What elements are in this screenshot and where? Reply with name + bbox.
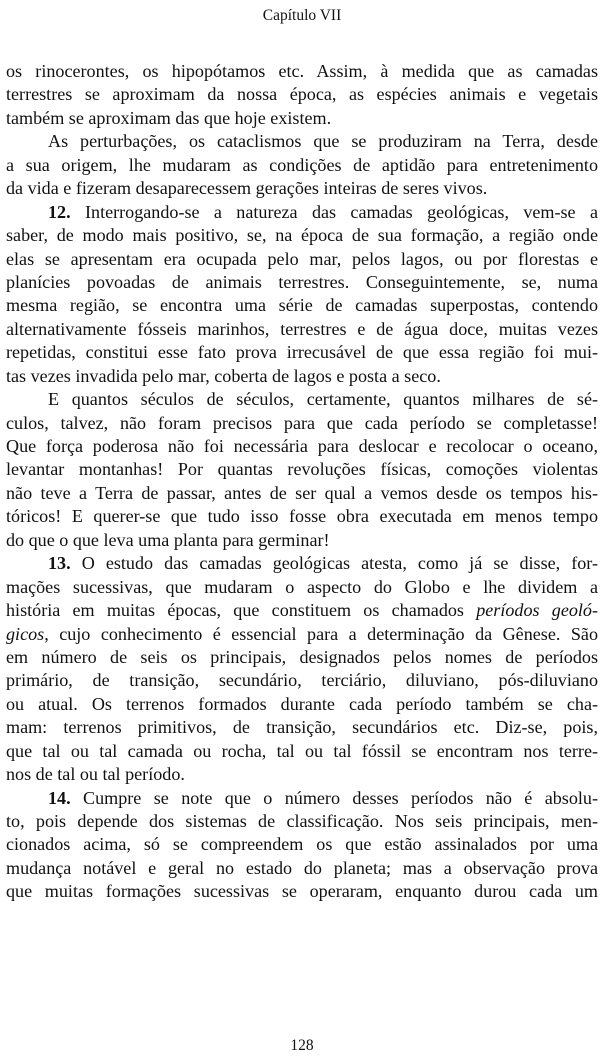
text-line: E quantos séculos de séculos, certamente, quantos milhares de sé- [48,389,598,410]
text-line: mações sucessivas, que mudaram o aspecto do Globo e lhe dividem a [6,576,598,597]
chapter-header: Capítulo VII [262,7,342,24]
text-line: que tal ou tal camada ou rocha, tal ou tal fóssil se encontram nos terre- [6,740,598,761]
paragraph-number: 12. [48,201,71,222]
text-line: repetidas, constitui esse fato prova irrecusável de que essa região foi mui- [6,342,598,363]
text-line: da vida e fizeram desaparecessem gerações inteiras de seres vivos. [6,178,488,199]
paragraph-number: 14. [48,787,71,808]
text-line: em número de seis os principais, designados pelos nomes de períodos [6,646,598,667]
text-line: cionados acima, só se compreendem os que estão assinalados por uma [6,834,598,855]
body-text [6,60,598,904]
italic-term: períodos geoló- [476,600,598,621]
text-line: culos, talvez, não foram precisos para que cada período se completasse! [6,412,598,433]
text-line: As perturbações, os cataclismos que se produziram na Terra, desde [48,131,598,152]
text-line: Que força poderosa não foi necessária para deslocar e recolocar o oceano, [6,436,598,456]
text-line: elas se apresentam era ocupada pelo mar, pelos lagos, ou por florestas e [6,248,598,269]
text-line: tas vezes invadida pelo mar, coberta de lagos e posta a seco. [6,365,441,386]
text-line: 12. Interrogando-se a natureza das camadas geológicas, vem-se a [48,201,598,222]
text-line: não teve a Terra de passar, antes de ser qual a vemos desde os tempos his- [6,482,598,503]
text-line: gicos, cujo conhecimento é essencial para a determinação da Gênese. São [6,623,598,644]
text-line: planícies povoadas de animais terrestres. Conseguintemente, se, numa [6,271,598,292]
text-line: 13. O estudo das camadas geológicas atesta, como já se disse, for- [48,553,598,574]
text-line: terrestres se aproximam da nossa época, as espécies animais e vegetais [6,84,598,105]
text-line: que muitas formações sucessivas se operaram, enquanto durou cada um [6,881,598,902]
paragraph-number: 13. [48,553,71,574]
text-line: ou atual. Os terrenos formados durante cada período também se cha- [6,693,598,714]
text-line: história em muitas épocas, que constituem os chamados períodos geoló- [6,600,598,621]
text-line: tóricos! E querer-se que tudo isso fosse obra executada em menos tempo [6,506,598,527]
text-line: também se aproximam das que hoje existem. [6,107,332,128]
text-line: nos de tal ou tal período. [6,764,185,785]
text-line: alternativamente fósseis marinhos, terrestres e de água doce, muitas vezes [6,318,598,339]
text-line: mam: terrenos primitivos, de transição, secundários etc. Diz-se, pois, [6,717,598,738]
page-number: 128 [290,1037,314,1054]
text-line: a sua origem, lhe mudaram as condições de aptidão para entretenimento [6,154,598,175]
text-line: os rinocerontes, os hipopótamos etc. Assim, à medida que as camadas [6,61,598,81]
text-line: saber, de modo mais positivo, se, na época de sua formação, a região onde [6,225,598,246]
italic-term: gicos [6,623,45,644]
text-line: mudança notável e geral no estado do planeta; mas a observação prova [6,857,598,878]
text-line: 14. Cumpre se note que o número desses períodos não é absolu- [48,787,598,808]
text-line: do que o que leva uma planta para germinar! [6,529,330,550]
text-line: primário, de transição, secundário, terciário, diluviano, pós-diluviano [6,670,598,691]
text-line: to, pois depende dos sistemas de classificação. Nos seis principais, men- [6,811,598,831]
text-line: mesma região, se encontra uma série de camadas superpostas, contendo [6,295,598,316]
text-line: levantar montanhas! Por quantas revoluções físicas, comoções violentas [6,459,598,480]
